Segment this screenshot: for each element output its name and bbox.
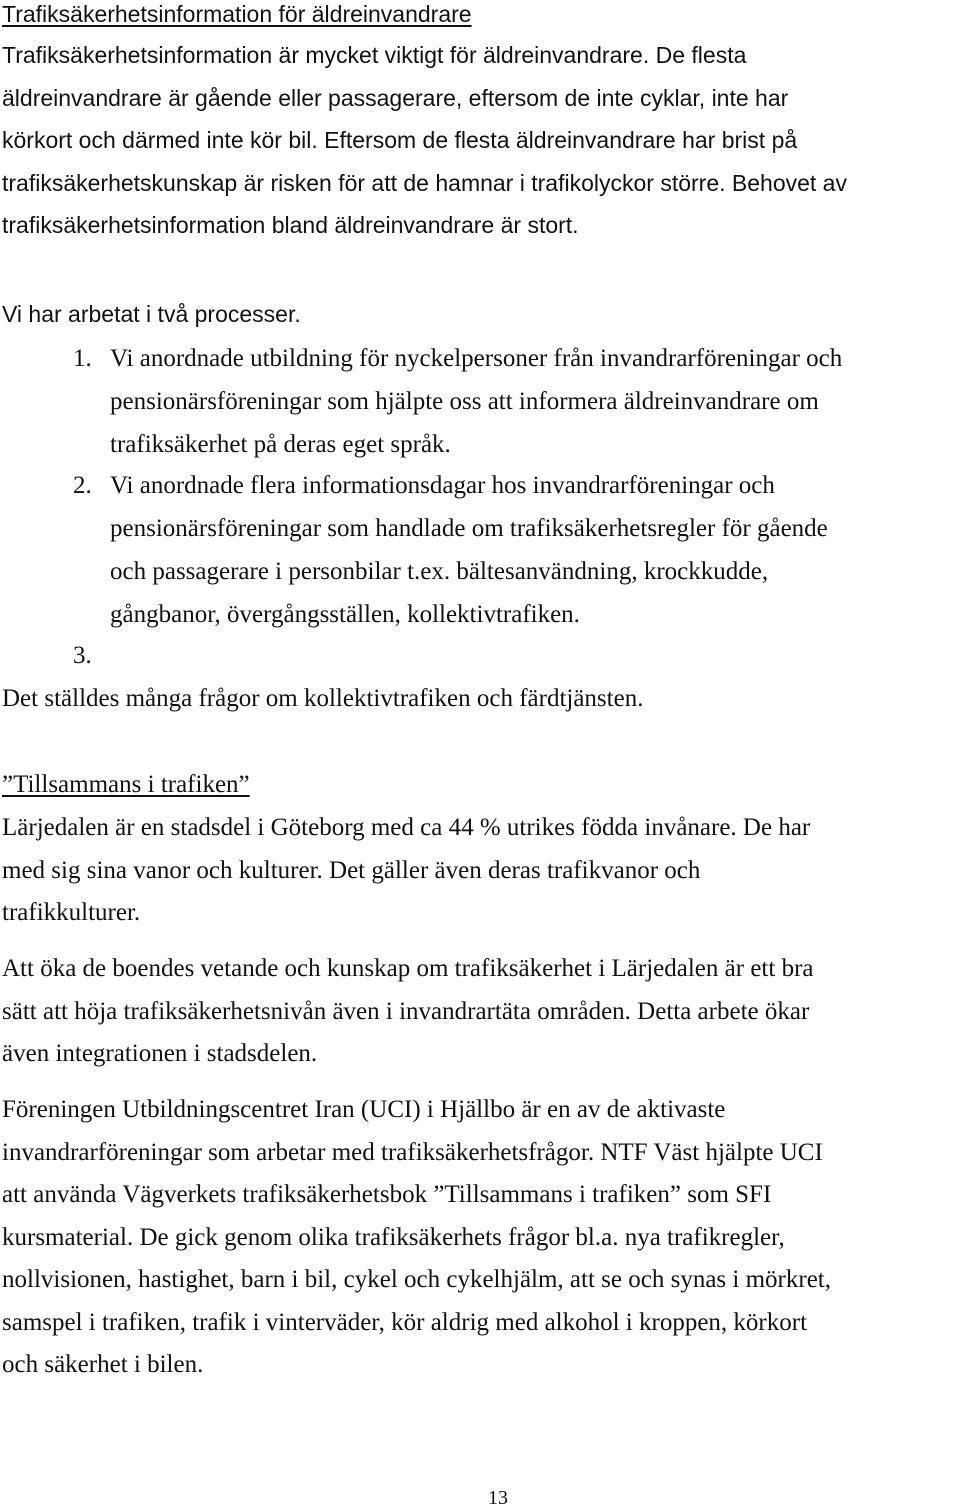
closing-line <box>2 679 952 719</box>
paragraph-larjedalen <box>2 807 952 935</box>
list-item-text <box>110 464 955 636</box>
list-number: 2. <box>73 472 92 499</box>
process-intro-text: Vi har arbetat i två processer. <box>2 301 301 327</box>
paragraph-line: trafikkulturer. <box>2 899 141 926</box>
paragraph-line: med sig sina vanor och kulturer. Det gäller även deras trafikvanor och <box>2 856 701 884</box>
paragraph-line: kursmaterial. De gick genom olika trafiksäkerhets frågor bl.a. nya trafikregler, <box>2 1223 785 1251</box>
paragraph-line: samspel i trafiken, trafik i vinterväder, kör aldrig med alkohol i kroppen, körkort <box>2 1308 808 1336</box>
list-line: pensionärsföreningar som handlade om trafiksäkerhetsregler för gående <box>110 515 828 542</box>
process-intro <box>2 299 952 329</box>
paragraph-uci <box>2 1089 952 1387</box>
paragraph-line: även integrationen i stadsdelen. <box>2 1040 318 1067</box>
paragraph-line: Lärjedalen är en stadsdel i Göteborg med ca 44 % utrikes födda invånare. De har <box>2 814 811 841</box>
paragraph-line: trafiksäkerhetsinformation bland äldreinvandrare är stort. <box>2 212 579 238</box>
paragraph-line: Föreningen Utbildningscentret Iran (UCI) i Hjällbo är en av de aktivaste <box>2 1096 726 1123</box>
paragraph-line: sätt att höja trafiksäkerhetsnivån även i invandrartäta områden. Detta arbete ökar <box>2 997 810 1025</box>
paragraph-line: att använda Vägverkets trafiksäkerhetsbok ”Tillsammans i trafiken” som SFI <box>2 1181 772 1208</box>
paragraph-line: nollvisionen, hastighet, barn i bil, cykel och cykelhjälm, att se och synas i mörkret, <box>2 1266 831 1293</box>
closing-text: Det ställdes många frågor om kollektivtrafiken och färdtjänsten. <box>2 685 644 712</box>
page-number-text: 13 <box>488 1487 508 1509</box>
list-line: gångbanor, övergångsställen, kollektivtrafiken. <box>110 601 580 628</box>
section-heading-text: ”Tillsammans i trafiken” <box>2 771 250 798</box>
list-number: 3. <box>73 642 92 669</box>
list-line: Vi anordnade flera informationsdagar hos invandrarföreningar och <box>110 472 775 499</box>
paragraph-line: körkort och därmed inte kör bil. Eftersom de flesta äldreinvandrare har brist på <box>2 127 798 153</box>
page-number <box>0 1487 960 1510</box>
paragraph-line: invandrarföreningar som arbetar med trafiksäkerhetsfrågor. NTF Väst hjälpte UCI <box>2 1138 823 1166</box>
list-item-text <box>110 337 955 466</box>
paragraph-line: äldreinvandrare är gående eller passagerare, eftersom de inte cyklar, inte har <box>2 84 789 111</box>
list-line: Vi anordnade utbildning för nyckelpersoner från invandrarföreningar och <box>110 345 843 372</box>
intro-paragraph <box>2 34 952 247</box>
list-line: trafiksäkerhet på deras eget språk. <box>110 431 451 458</box>
paragraph-line: Trafiksäkerhetsinformation är mycket viktigt för äldreinvandrare. De flesta <box>2 42 747 68</box>
list-number: 1. <box>73 345 92 372</box>
paragraph-line: trafiksäkerhetskunskap är risken för att de hamnar i trafikolyckor större. Behovet av <box>2 169 847 196</box>
list-line: och passagerare i personbilar t.ex. bältesanvändning, krockkudde, <box>110 558 769 585</box>
section-heading-tillsammans <box>2 765 952 805</box>
paragraph-kunskap <box>2 948 952 1076</box>
list-line: pensionärsföreningar som hjälpte oss att informera äldreinvandrare om <box>110 388 819 415</box>
paragraph-line: och säkerhet i bilen. <box>2 1351 204 1378</box>
section-heading-trafiksakerhetsinformation <box>2 0 952 29</box>
paragraph-line: Att öka de boendes vetande och kunskap om trafiksäkerhet i Lärjedalen är ett bra <box>2 955 814 982</box>
section-heading-text: Trafiksäkerhetsinformation för äldreinvandrare <box>2 1 472 27</box>
